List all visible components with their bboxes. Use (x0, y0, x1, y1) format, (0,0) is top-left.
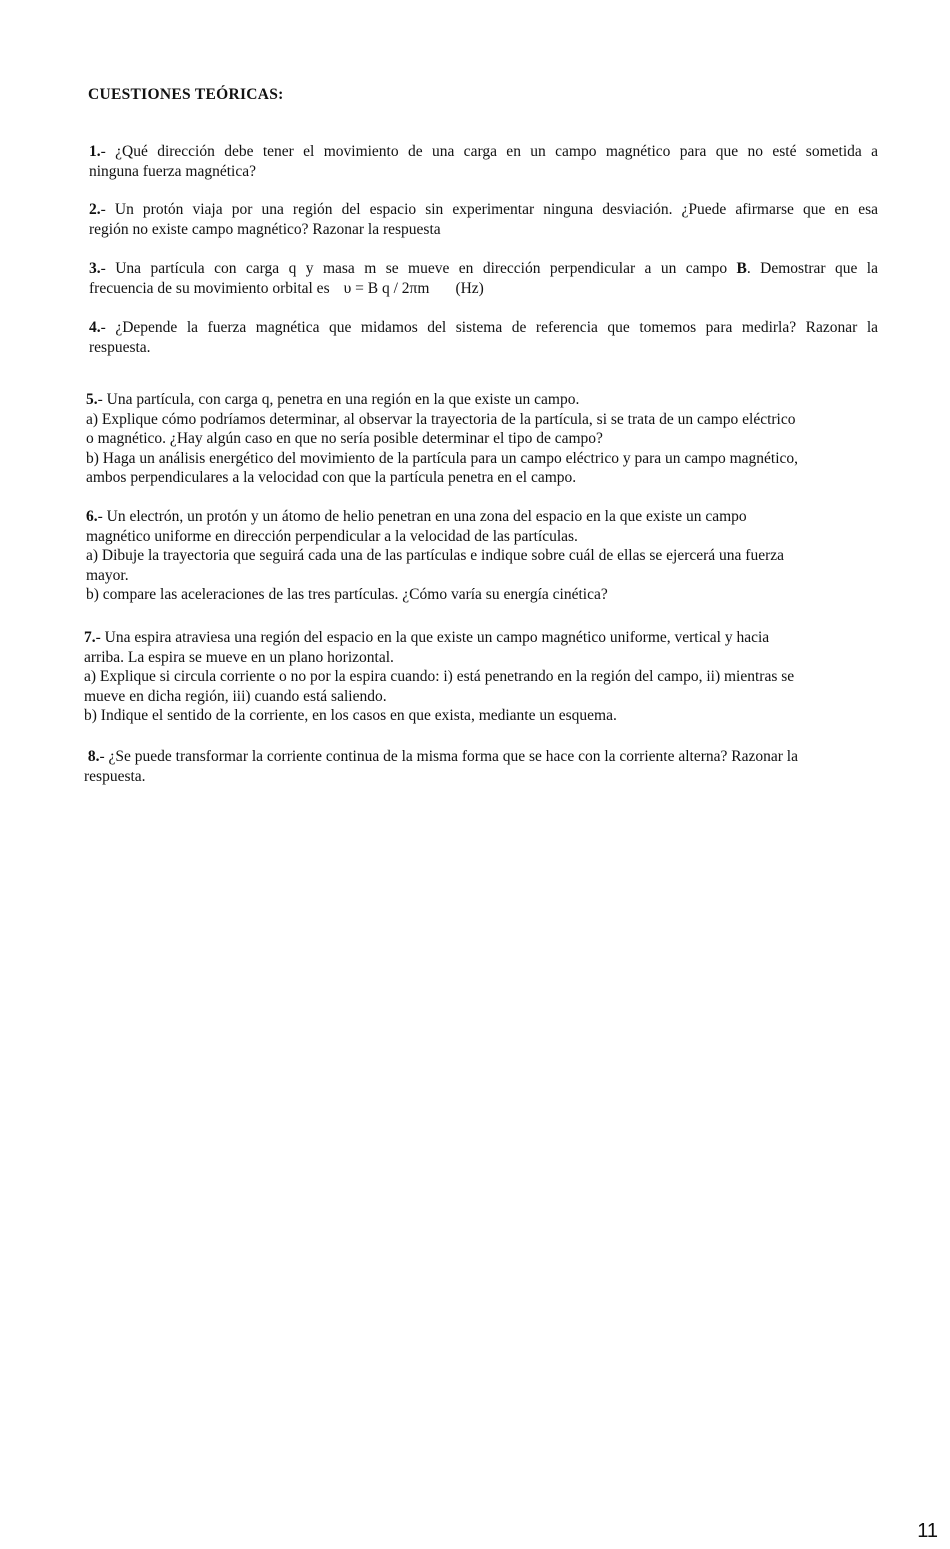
question-8-line-2: respuesta. (84, 767, 146, 785)
question-3-line-2: frecuencia de su movimiento orbital es υ = B q / 2πm (Hz) (89, 279, 484, 297)
question-7-line-5: b) Indique el sentido de la corriente, en los casos en que exista, mediante un esquema. (84, 707, 617, 724)
frequency-unit: (Hz) (455, 279, 484, 297)
page-number: 11 (917, 1520, 938, 1542)
question-4-line-2: respuesta. (89, 338, 151, 356)
question-number: 1. (89, 143, 101, 160)
question-number: 2. (89, 201, 101, 218)
question-3-line-1: 3.- Una partícula con carga q y masa m se mueve en dirección perpendicular a un campo B. Demostrar que la (89, 260, 878, 277)
question-5-line-4: b) Haga un análisis energético del movimiento de la partícula para un campo eléctrico y para un campo magnético, (86, 449, 799, 467)
question-2-line-1: 2.- Un protón viaja por una región del espacio sin experimentar ninguna desviación. ¿Puede afirmarse que en esa (89, 201, 878, 218)
question-number: 3. (89, 260, 101, 277)
question-4 (89, 318, 878, 357)
frequency-formula: υ = B q / 2πm (343, 279, 430, 297)
question-number: 6. (86, 508, 98, 525)
question-6-line-1: 6.- Un electrón, un protón y un átomo de helio penetran en una zona del espacio en la que existe un campo (86, 508, 747, 525)
question-5 (86, 390, 878, 488)
question-2 (89, 200, 878, 239)
question-6-line-3: a) Dibuje la trayectoria que seguirá cada una de las partículas e indique sobre cuál de ellas se ejercerá una fuerza (86, 547, 785, 564)
question-8 (84, 747, 878, 786)
question-3 (89, 259, 878, 298)
question-8-line-1: 8.- ¿Se puede transformar la corriente continua de la misma forma que se hace con la corriente alterna? Razonar la (87, 748, 798, 765)
question-7-line-4: mueve en dicha región, iii) cuando está saliendo. (84, 687, 387, 705)
question-number: 4. (89, 319, 101, 336)
question-7-line-3: a) Explique si circula corriente o no por la espira cuando: i) está penetrando en la región del campo, ii) mientras se (84, 668, 795, 685)
question-6-line-2: magnético uniforme en dirección perpendicular a la velocidad de las partículas. (86, 527, 578, 545)
field-symbol: B (736, 260, 747, 277)
question-number: 7. (84, 629, 96, 646)
question-7 (84, 628, 878, 726)
question-1-line-1: 1.- ¿Qué dirección debe tener el movimiento de una carga en un campo magnético para que no esté sometida a (89, 143, 878, 160)
question-1-line-2: ninguna fuerza magnética? (89, 162, 256, 180)
question-5-line-5: ambos perpendiculares a la velocidad con que la partícula penetra en el campo. (86, 469, 577, 486)
question-6-line-5: b) compare las aceleraciones de las tres partículas. ¿Cómo varía su energía cinética? (86, 586, 608, 603)
section-heading: CUESTIONES TEÓRICAS: (88, 86, 284, 103)
question-6-line-4: mayor. (86, 566, 129, 584)
question-5-line-1: 5.- Una partícula, con carga q, penetra en una región en la que existe un campo. (86, 391, 580, 408)
question-7-line-2: arriba. La espira se mueve en un plano horizontal. (84, 648, 394, 666)
question-1 (89, 142, 878, 181)
question-4-line-1: 4.- ¿Depende la fuerza magnética que midamos del sistema de referencia que tomemos para medirla? Razonar la (89, 319, 878, 336)
question-5-line-2: a) Explique cómo podríamos determinar, al observar la trayectoria de la partícula, si se trata de un campo eléctrico (86, 410, 796, 428)
question-7-line-1: 7.- Una espira atraviesa una región del espacio en la que existe un campo magnético uniforme, vertical y hacia (84, 629, 770, 646)
question-number: 5. (86, 391, 98, 408)
question-2-line-2: región no existe campo magnético? Razonar la respuesta (89, 220, 441, 238)
question-number: 8. (87, 748, 100, 765)
question-6 (86, 507, 878, 605)
question-5-line-3: o magnético. ¿Hay algún caso en que no sería posible determinar el tipo de campo? (86, 430, 603, 447)
